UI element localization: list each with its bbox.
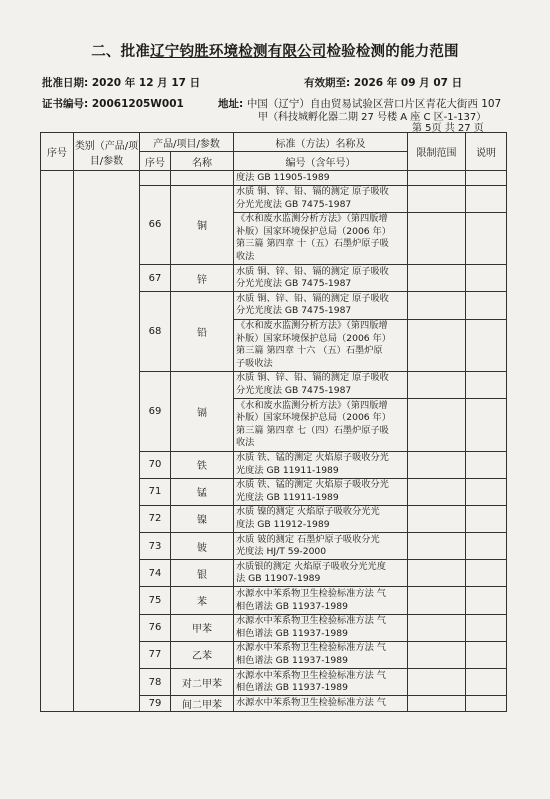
item-name-cell: 甲苯 <box>171 614 234 641</box>
address-line1: 中国（辽宁）自由贸易试验区营口片区青花大街西 107 <box>246 98 502 110</box>
note-cell <box>466 212 507 264</box>
limit-cell <box>408 319 466 371</box>
item-seq-cell: 77 <box>140 641 171 668</box>
standard-line: 水源水中苯系物卫生检验标准方法 气 <box>236 615 386 627</box>
header-item-name: 名称 <box>171 152 234 171</box>
standard-line: 水质 镍的测定 火焰原子吸收分光光 <box>236 506 380 518</box>
item-seq-cell: 66 <box>140 185 171 265</box>
item-name-cell: 铅 <box>171 292 234 372</box>
standard-cell <box>234 399 408 451</box>
standard-line: 水质 铜、锌、铅、镉的测定 原子吸收 <box>236 186 389 198</box>
item-seq-cell: 75 <box>140 587 171 614</box>
standard-line: 第三篇 第四章 十六 （五）石墨炉原 <box>236 345 383 357</box>
standard-line: 分光光度法 GB 7475-1987 <box>236 305 352 317</box>
limit-cell <box>408 478 466 505</box>
item-name-cell: 银 <box>171 560 234 587</box>
item-name-cell: 铁 <box>171 451 234 478</box>
header-category: 类别（产品/项目/参数 <box>74 133 140 171</box>
item-name-cell: 乙苯 <box>171 641 234 668</box>
standard-cell <box>234 319 408 371</box>
item-name-cell: 间二甲苯 <box>171 696 234 712</box>
header-seq: 序号 <box>41 133 74 171</box>
limit-cell <box>408 185 466 212</box>
note-cell <box>466 696 507 712</box>
standard-line: 水源水中苯系物卫生检验标准方法 气 <box>236 642 386 654</box>
approval-date-label: 批准日期: <box>42 77 89 89</box>
standard-line: 水质 铁、锰的测定 火焰原子吸收分光 <box>236 479 389 491</box>
item-seq-cell: 70 <box>140 451 171 478</box>
standard-line: 度法 GB 11912-1989 <box>236 518 330 530</box>
limit-cell <box>408 587 466 614</box>
standard-cell <box>234 505 408 532</box>
standard-cell <box>234 212 408 264</box>
limit-cell <box>408 641 466 668</box>
address-line2: 甲（科技城孵化器二期 27 号楼 A 座 C 区-1-137） <box>258 112 487 123</box>
standard-line: 法 GB 11907-1989 <box>236 573 321 585</box>
standard-line: 相色谱法 GB 11937-1989 <box>236 682 348 694</box>
standard-line: 光度法 HJ/T 59-2000 <box>236 546 327 558</box>
item-name-cell: 锌 <box>171 265 234 292</box>
limit-cell <box>408 371 466 398</box>
seq-cell <box>41 171 74 712</box>
title-prefix: 二、批准 <box>91 44 151 60</box>
item-seq-cell: 67 <box>140 265 171 292</box>
standard-line: 《水和废水监测分析方法》（第四版增 <box>236 399 388 411</box>
limit-cell <box>408 505 466 532</box>
standard-line: 第三篇 第四章 十（五）石墨炉原子吸 <box>236 238 389 250</box>
limit-cell <box>408 533 466 560</box>
item-seq-cell: 73 <box>140 533 171 560</box>
limit-cell <box>408 171 466 186</box>
standard-line: 收法 <box>236 437 255 449</box>
standard-cell <box>234 185 408 212</box>
limit-cell <box>408 614 466 641</box>
cert-value: 20061205W001 <box>91 98 184 110</box>
approval-date <box>42 75 200 90</box>
note-cell <box>466 371 507 398</box>
item-name-cell: 锰 <box>171 478 234 505</box>
limit-cell <box>408 560 466 587</box>
standard-line: 水源水中苯系物卫生检验标准方法 气 <box>236 587 386 599</box>
item-seq-cell: 74 <box>140 560 171 587</box>
title-suffix: 检验检测的能力范围 <box>326 44 459 60</box>
standard-line: 相色谱法 GB 11937-1989 <box>236 600 348 612</box>
standard-line: 补版）国家环境保护总局（2006 年） <box>236 412 391 424</box>
standard-line: 分光光度法 GB 7475-1987 <box>236 385 352 397</box>
note-cell <box>466 533 507 560</box>
capability-table <box>40 132 507 712</box>
limit-cell <box>408 212 466 264</box>
standard-line: 水质 铜、锌、铅、镉的测定 原子吸收 <box>236 372 389 384</box>
item-name-cell: 镉 <box>171 371 234 451</box>
standard-cell <box>234 641 408 668</box>
standard-line: 补版）国家环境保护总局（2006 年） <box>236 225 391 237</box>
standard-cell <box>234 451 408 478</box>
address-label: 地址: <box>218 98 244 110</box>
standard-line: 度法 GB 11905-1989 <box>236 171 330 183</box>
standard-line: 《水和废水监测分析方法》（第四版增 <box>236 320 388 332</box>
note-cell <box>466 185 507 212</box>
standard-cell <box>234 265 408 292</box>
standard-line: 水源水中苯系物卫生检验标准方法 气 <box>236 697 386 709</box>
item-seq-cell <box>140 171 171 186</box>
limit-cell <box>408 265 466 292</box>
standard-line: 相色谱法 GB 11937-1989 <box>236 627 348 639</box>
standard-line: 光度法 GB 11911-1989 <box>236 464 339 476</box>
cert-label: 证书编号: <box>42 98 89 110</box>
note-cell <box>466 478 507 505</box>
standard-cell <box>234 614 408 641</box>
item-name-cell: 对二甲苯 <box>171 669 234 696</box>
note-cell <box>466 265 507 292</box>
cert-number <box>42 96 184 111</box>
note-cell <box>466 505 507 532</box>
item-seq-cell: 78 <box>140 669 171 696</box>
header-standard-line1: 标准（方法）名称及 <box>234 133 408 152</box>
limit-cell <box>408 669 466 696</box>
item-name-cell: 铜 <box>171 185 234 265</box>
header-product-group: 产品/项目/参数 <box>140 133 234 152</box>
note-cell <box>466 171 507 186</box>
standard-cell <box>234 560 408 587</box>
standard-line: 水源水中苯系物卫生检验标准方法 气 <box>236 669 386 681</box>
standard-line: 收法 <box>236 251 255 263</box>
header-note: 说明 <box>466 133 507 171</box>
standard-line: 子吸收法 <box>236 357 273 369</box>
limit-cell <box>408 696 466 712</box>
note-cell <box>466 669 507 696</box>
note-cell <box>466 614 507 641</box>
standard-cell <box>234 533 408 560</box>
standard-cell <box>234 669 408 696</box>
header-limit: 限制范围 <box>408 133 466 171</box>
page-title <box>0 40 550 61</box>
standard-line: 水质 铍的测定 石墨炉原子吸收分光 <box>236 533 380 545</box>
standard-line: 相色谱法 GB 11937-1989 <box>236 654 348 666</box>
standard-line: 《水和废水监测分析方法》（第四版增 <box>236 213 388 225</box>
item-name-cell: 镍 <box>171 505 234 532</box>
standard-line: 水质 铁、锰的测定 火焰原子吸收分光 <box>236 452 389 464</box>
page-info: 第 5页 共 27 页 <box>412 123 484 134</box>
item-seq-cell: 69 <box>140 371 171 451</box>
approval-date-value: 2020 年 12 月 17 日 <box>91 77 201 89</box>
standard-cell <box>234 292 408 319</box>
valid-until-value: 2026 年 09 月 07 日 <box>353 77 463 89</box>
standard-line: 分光光度法 GB 7475-1987 <box>236 198 352 210</box>
item-name-cell <box>171 171 234 186</box>
standard-cell <box>234 478 408 505</box>
title-org: 辽宁钧胜环境检测有限公司 <box>150 44 327 60</box>
limit-cell <box>408 292 466 319</box>
note-cell <box>466 319 507 371</box>
standard-cell <box>234 696 408 712</box>
note-cell <box>466 560 507 587</box>
item-seq-cell: 68 <box>140 292 171 372</box>
standard-line: 水质 铜、锌、铅、镉的测定 原子吸收 <box>236 292 389 304</box>
standard-line: 水质银的测定 火焰原子吸收分光光度 <box>236 560 386 572</box>
standard-line: 光度法 GB 11911-1989 <box>236 491 339 503</box>
item-name-cell: 铍 <box>171 533 234 560</box>
standard-line: 第三篇 第四章 七（四）石墨炉原子吸 <box>236 424 389 436</box>
table-row <box>41 171 507 186</box>
note-cell <box>466 292 507 319</box>
limit-cell <box>408 399 466 451</box>
item-seq-cell: 76 <box>140 614 171 641</box>
standard-cell <box>234 371 408 398</box>
note-cell <box>466 587 507 614</box>
category-cell <box>74 171 140 712</box>
valid-until-label: 有效期至: <box>304 77 351 89</box>
valid-until <box>304 75 462 90</box>
item-name-cell: 苯 <box>171 587 234 614</box>
note-cell <box>466 451 507 478</box>
header-standard-line2: 编号（含年号） <box>234 152 408 171</box>
standard-cell <box>234 587 408 614</box>
standard-line: 分光光度法 GB 7475-1987 <box>236 278 352 290</box>
standard-line: 补版）国家环境保护总局（2006 年） <box>236 332 391 344</box>
item-seq-cell: 71 <box>140 478 171 505</box>
note-cell <box>466 641 507 668</box>
item-seq-cell: 79 <box>140 696 171 712</box>
standard-cell <box>234 171 408 186</box>
item-seq-cell: 72 <box>140 505 171 532</box>
standard-line: 水质 铜、锌、铅、镉的测定 原子吸收 <box>236 265 389 277</box>
limit-cell <box>408 451 466 478</box>
header-item-seq: 序号 <box>140 152 171 171</box>
note-cell <box>466 399 507 451</box>
